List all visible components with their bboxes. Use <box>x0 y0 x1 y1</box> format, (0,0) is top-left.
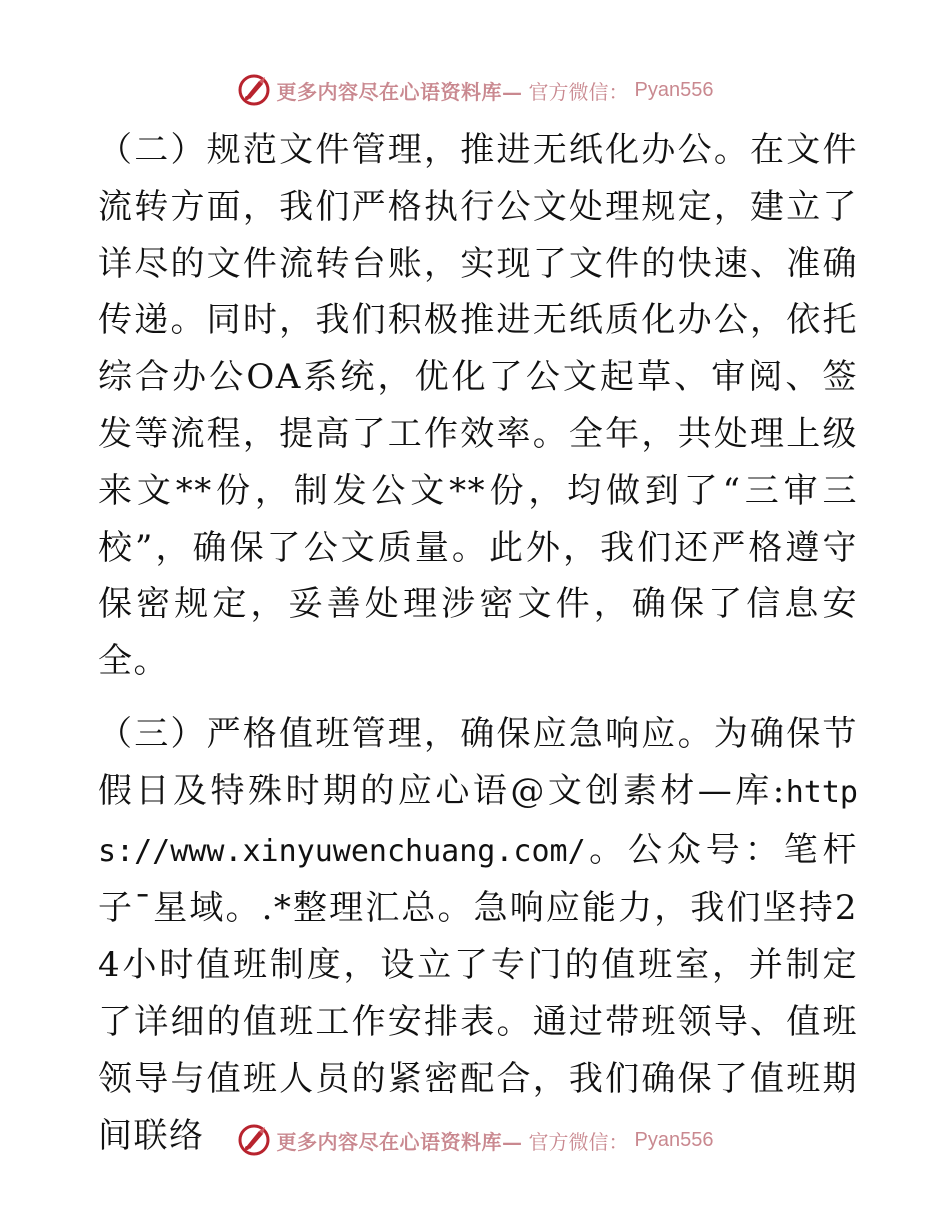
website-url: https://www.xinyuwenchuang.com/ <box>98 774 858 869</box>
header-watermark <box>0 70 950 110</box>
watermark-wechat-id: Pyan556 <box>634 78 714 101</box>
watermark-site-text: 更多内容尽在心语资料库— <box>276 79 523 104</box>
quill-seal-logo-icon-footer <box>237 1123 271 1157</box>
document-body <box>98 122 858 1164</box>
watermark-wechat-label: 官方微信： <box>528 79 629 104</box>
footer-watermark-wechat-label: 官方微信： <box>528 1129 629 1154</box>
duty-text-after-url: 。公众号：笔杆子¯星域。.*整理汇总。急响应能力，我们坚持24小时值班制度，设立了专门的值班室，并制定了详细的值班工作安排表。通过带班领导、值班领导与值班人员的紧密配合，我们确保了值班期间联络 <box>98 829 858 1156</box>
paragraph-file-management: （二）规范文件管理，推进无纸化办公。在文件流转方面，我们严格执行公文处理规定，建立了详尽的文件流转台账，实现了文件的快速、准确传递。同时，我们积极推进无纸质化办公，依托综合办公OA系统，优化了公文起草、审阅、签发等流程，提高了工作效率。全年，共处理上级来文**份，制发公文**份，均做到了“三审三校”，确保了公文质量。此外，我们还严格遵守保密规定，妥善处理涉密文件，确保了信息安全。 <box>98 130 858 682</box>
footer-watermark <box>0 1120 950 1160</box>
paragraph-duty-management <box>98 706 858 1164</box>
duty-text-before-url: （三）严格值班管理，确保应急响应。为确保节假日及特殊时期的应心语@文创素材—库: <box>98 713 858 811</box>
footer-watermark-wechat-id: Pyan556 <box>634 1128 714 1151</box>
quill-seal-logo-icon <box>237 73 271 107</box>
footer-watermark-site-text: 更多内容尽在心语资料库— <box>276 1129 523 1154</box>
